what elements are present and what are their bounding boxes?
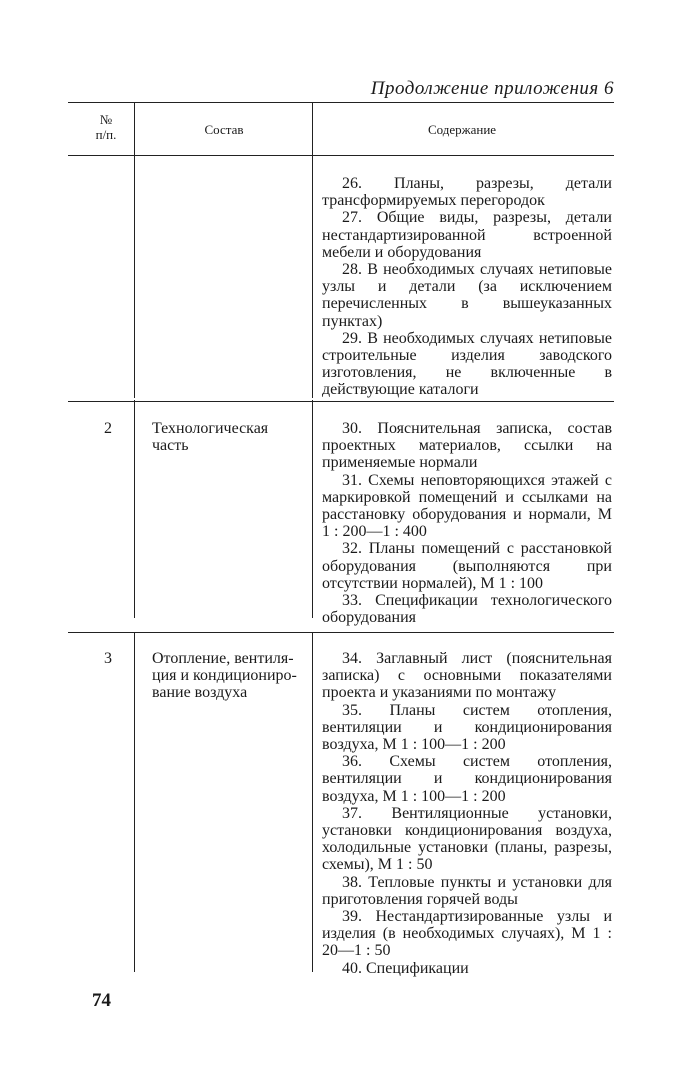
- list-item: 31. Схемы неповторяющихся этажей с маркировкой помещений и ссылками на расстановку оборудования и нормали, М 1 : 200—1 : 400: [322, 471, 612, 541]
- list-item: 40. Спецификации: [342, 959, 469, 977]
- column-header-number-line2: п/п.: [95, 127, 117, 142]
- list-item: 32. Планы помещений с расстановкой оборудования (выполняются при отсутствии нормалей), М 1 : 100: [322, 540, 612, 592]
- row-separator: [68, 632, 614, 633]
- row-separator: [68, 401, 614, 402]
- list-item: 37. Вентиляционные установки, установки кондиционирования воздуха, холодильные установки (планы, разрезы, схемы), М 1 : 50: [322, 804, 612, 874]
- column-header-content: Содержание: [427, 122, 497, 137]
- composition-line: Отопление, вентиля-: [152, 650, 294, 667]
- list-item: 27. Общие виды, разрезы, детали нестандартизированной встроенной мебели и оборудования: [322, 209, 612, 261]
- composition-line: Технологическая: [152, 420, 269, 437]
- row-number: 2: [104, 420, 112, 437]
- list-item: 29. В необходимых случаях нетиповые строительные изделия заводского изготовления, не включенные в действующие каталоги: [322, 329, 612, 399]
- list-item: 39. Нестандартизированные узлы и изделия (в необходимых случаях), М 1 : 20—1 : 50: [322, 908, 612, 960]
- continuation-title: Продолжение приложения 6: [370, 78, 614, 99]
- row-composition: [152, 420, 322, 454]
- table-top-rule: [68, 102, 614, 103]
- row-2-content: [322, 420, 612, 626]
- composition-line: часть: [152, 437, 189, 454]
- row-number: 3: [104, 650, 112, 667]
- list-item: 35. Планы систем отопления, вентиляции и кондиционирования воздуха, М 1 : 100—1 : 200: [322, 701, 612, 754]
- column-divider-1: [134, 632, 135, 972]
- column-divider-2: [312, 102, 313, 398]
- list-item: 28. В необходимых случаях нетиповые узлы и детали (за исключением перечисленных в вышеуказанных пунктах): [322, 261, 612, 330]
- list-item: 33. Спецификации технологического оборудования: [322, 592, 612, 627]
- column-divider-1: [134, 102, 135, 398]
- composition-line: вание воздуха: [152, 684, 248, 701]
- list-item: 38. Тепловые пункты и установки для приготовления горячей воды: [322, 873, 612, 908]
- row-1-content: [322, 175, 612, 399]
- column-header-composition: Состав: [204, 122, 244, 137]
- list-item: 30. Пояснительная записка, состав проектных материалов, ссылки на применяемые нормали: [322, 420, 612, 472]
- column-header-number-line1: №: [99, 112, 113, 127]
- row-composition: [152, 650, 322, 701]
- list-item: 26. Планы, разрезы, детали трансформируемых перегородок: [322, 175, 612, 210]
- list-item: 34. Заглавный лист (пояснительная записка) с основными показателями проекта и указаниями по монтажу: [322, 650, 612, 702]
- composition-line: ция и кондициониро-: [152, 667, 297, 684]
- column-header-number: [78, 112, 134, 142]
- header-bottom-rule: [68, 155, 614, 156]
- list-item: 36. Схемы систем отопления, вентиляции и кондиционирования воздуха, М 1 : 100—1 : 200: [322, 753, 612, 805]
- page-number: 74: [92, 990, 111, 1011]
- row-3-content: [322, 650, 612, 977]
